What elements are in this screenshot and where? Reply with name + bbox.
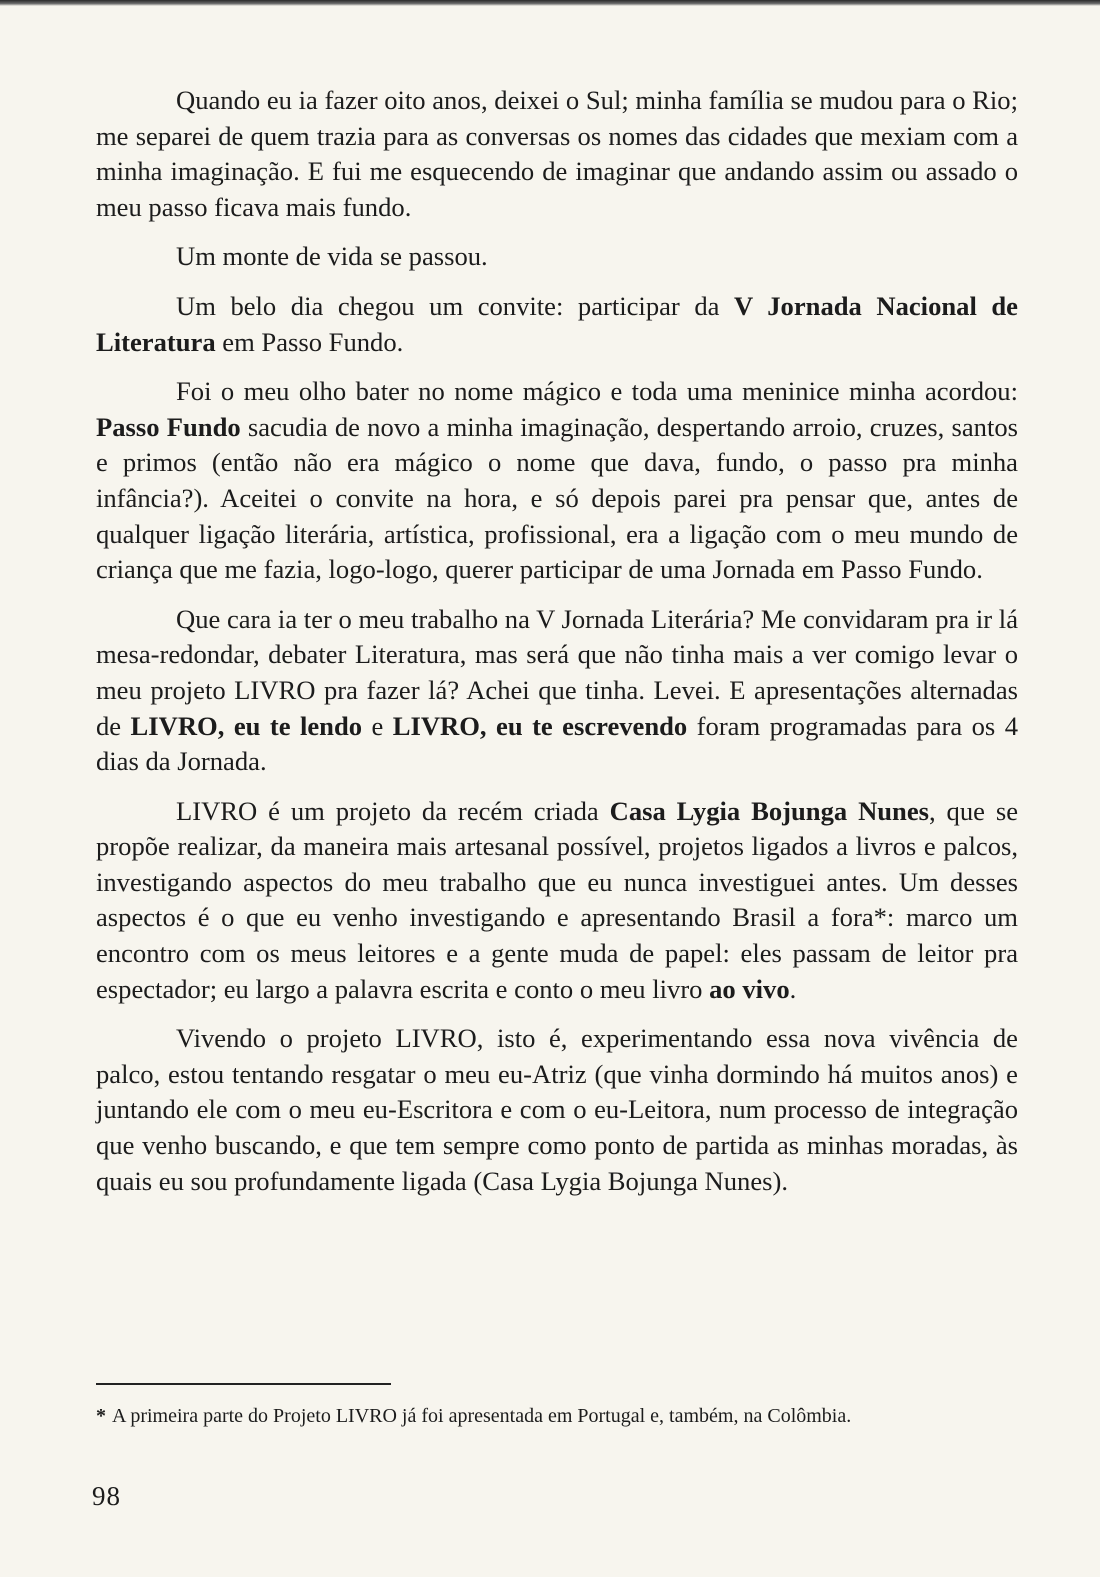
footnote [96, 1403, 1036, 1429]
paragraph [96, 602, 1018, 780]
page-body [96, 83, 1018, 1213]
bold-text: ao vivo [709, 973, 790, 1004]
footnote-mark: * [96, 1405, 106, 1427]
bold-text: LIVRO, eu te escrevendo [392, 710, 688, 741]
text-run: Um monte de vida se passou. [176, 241, 488, 272]
text-run: Um belo dia chegou um convite: participar da [176, 290, 734, 321]
footnote-rule [96, 1383, 391, 1385]
scan-top-edge [0, 0, 1100, 6]
text-run: sacudia de novo a minha imaginação, despertando arroio, cruzes, santos e primos (então não era mágico o nome que dava, fundo, o passo pra minha infância?). Aceitei o convite na hora, e só depois parei pra pensar que, antes de qualquer ligação literária, artística, profissional, era a ligação com o meu mundo de criança que me fazia, logo-logo, querer participar de uma Jornada em Passo Fundo. [96, 411, 1018, 585]
page-number: 98 [92, 1481, 121, 1511]
paragraph [96, 794, 1018, 1008]
paragraph [96, 289, 1018, 360]
paragraph [96, 239, 1018, 275]
text-run: , que se propõe realizar, da maneira mais artesanal possível, projetos ligados a livros e palcos, investigando aspectos do meu trabalho que eu nunca investiguei antes. Um desses aspectos é o que eu venho investigando e apresentando Brasil a fora*: marco um encontro com os meus leitores e a gente muda de papel: eles passam de leitor pra espectador; eu largo a palavra escrita e conto o meu livro [96, 795, 1019, 1004]
paragraph [96, 1021, 1018, 1199]
text-run: Que cara ia ter o meu trabalho na V Jornada Literária? Me convidaram pra ir lá mesa-redondar, debater Literatura, mas será que não tinha mais a ver comigo levar o meu projeto LIVRO pra fazer lá? Achei que tinha. Levei. E apresentações alternadas de [96, 603, 1018, 741]
bold-text: V Jornada Nacional de Literatura [96, 290, 1018, 357]
bold-text: LIVRO, eu te lendo [130, 710, 363, 741]
paragraph [96, 374, 1018, 588]
text-run: Foi o meu olho bater no nome mágico e toda uma meninice minha acordou: [176, 376, 1018, 407]
text-run: e [362, 710, 393, 741]
bold-text: Casa Lygia Bojunga Nunes [609, 795, 930, 826]
footnote-text: A primeira parte do Projeto LIVRO já foi apresentada em Portugal e, também, na Colômbia. [112, 1405, 852, 1427]
text-run: Vivendo o projeto LIVRO, isto é, experimentando essa nova vivência de palco, estou tentando resgatar o meu eu-Atriz (que vinha dormindo há muitos anos) e juntando ele com o meu eu-Escritora e com o eu-Leitora, num processo de integração que venho buscando, e que tem sempre como ponto de partida as minhas moradas, às quais eu sou profundamente ligada (Casa Lygia Bojunga Nunes). [96, 1023, 1018, 1196]
text-run: . [789, 973, 797, 1004]
text-run: em Passo Fundo. [215, 326, 404, 357]
bold-text: Passo Fundo [96, 411, 241, 442]
text-run: foram programadas para os 4 dias da Jornada. [96, 710, 1019, 777]
text-run: LIVRO é um projeto da recém criada [176, 795, 610, 826]
paragraph [96, 83, 1018, 225]
text-run: Quando eu ia fazer oito anos, deixei o Sul; minha família se mudou para o Rio; me separei de quem trazia para as conversas os nomes das cidades que mexiam com a minha imaginação. E fui me esquecendo de imaginar que andando assim ou assado o meu passo ficava mais fundo. [96, 85, 1018, 222]
